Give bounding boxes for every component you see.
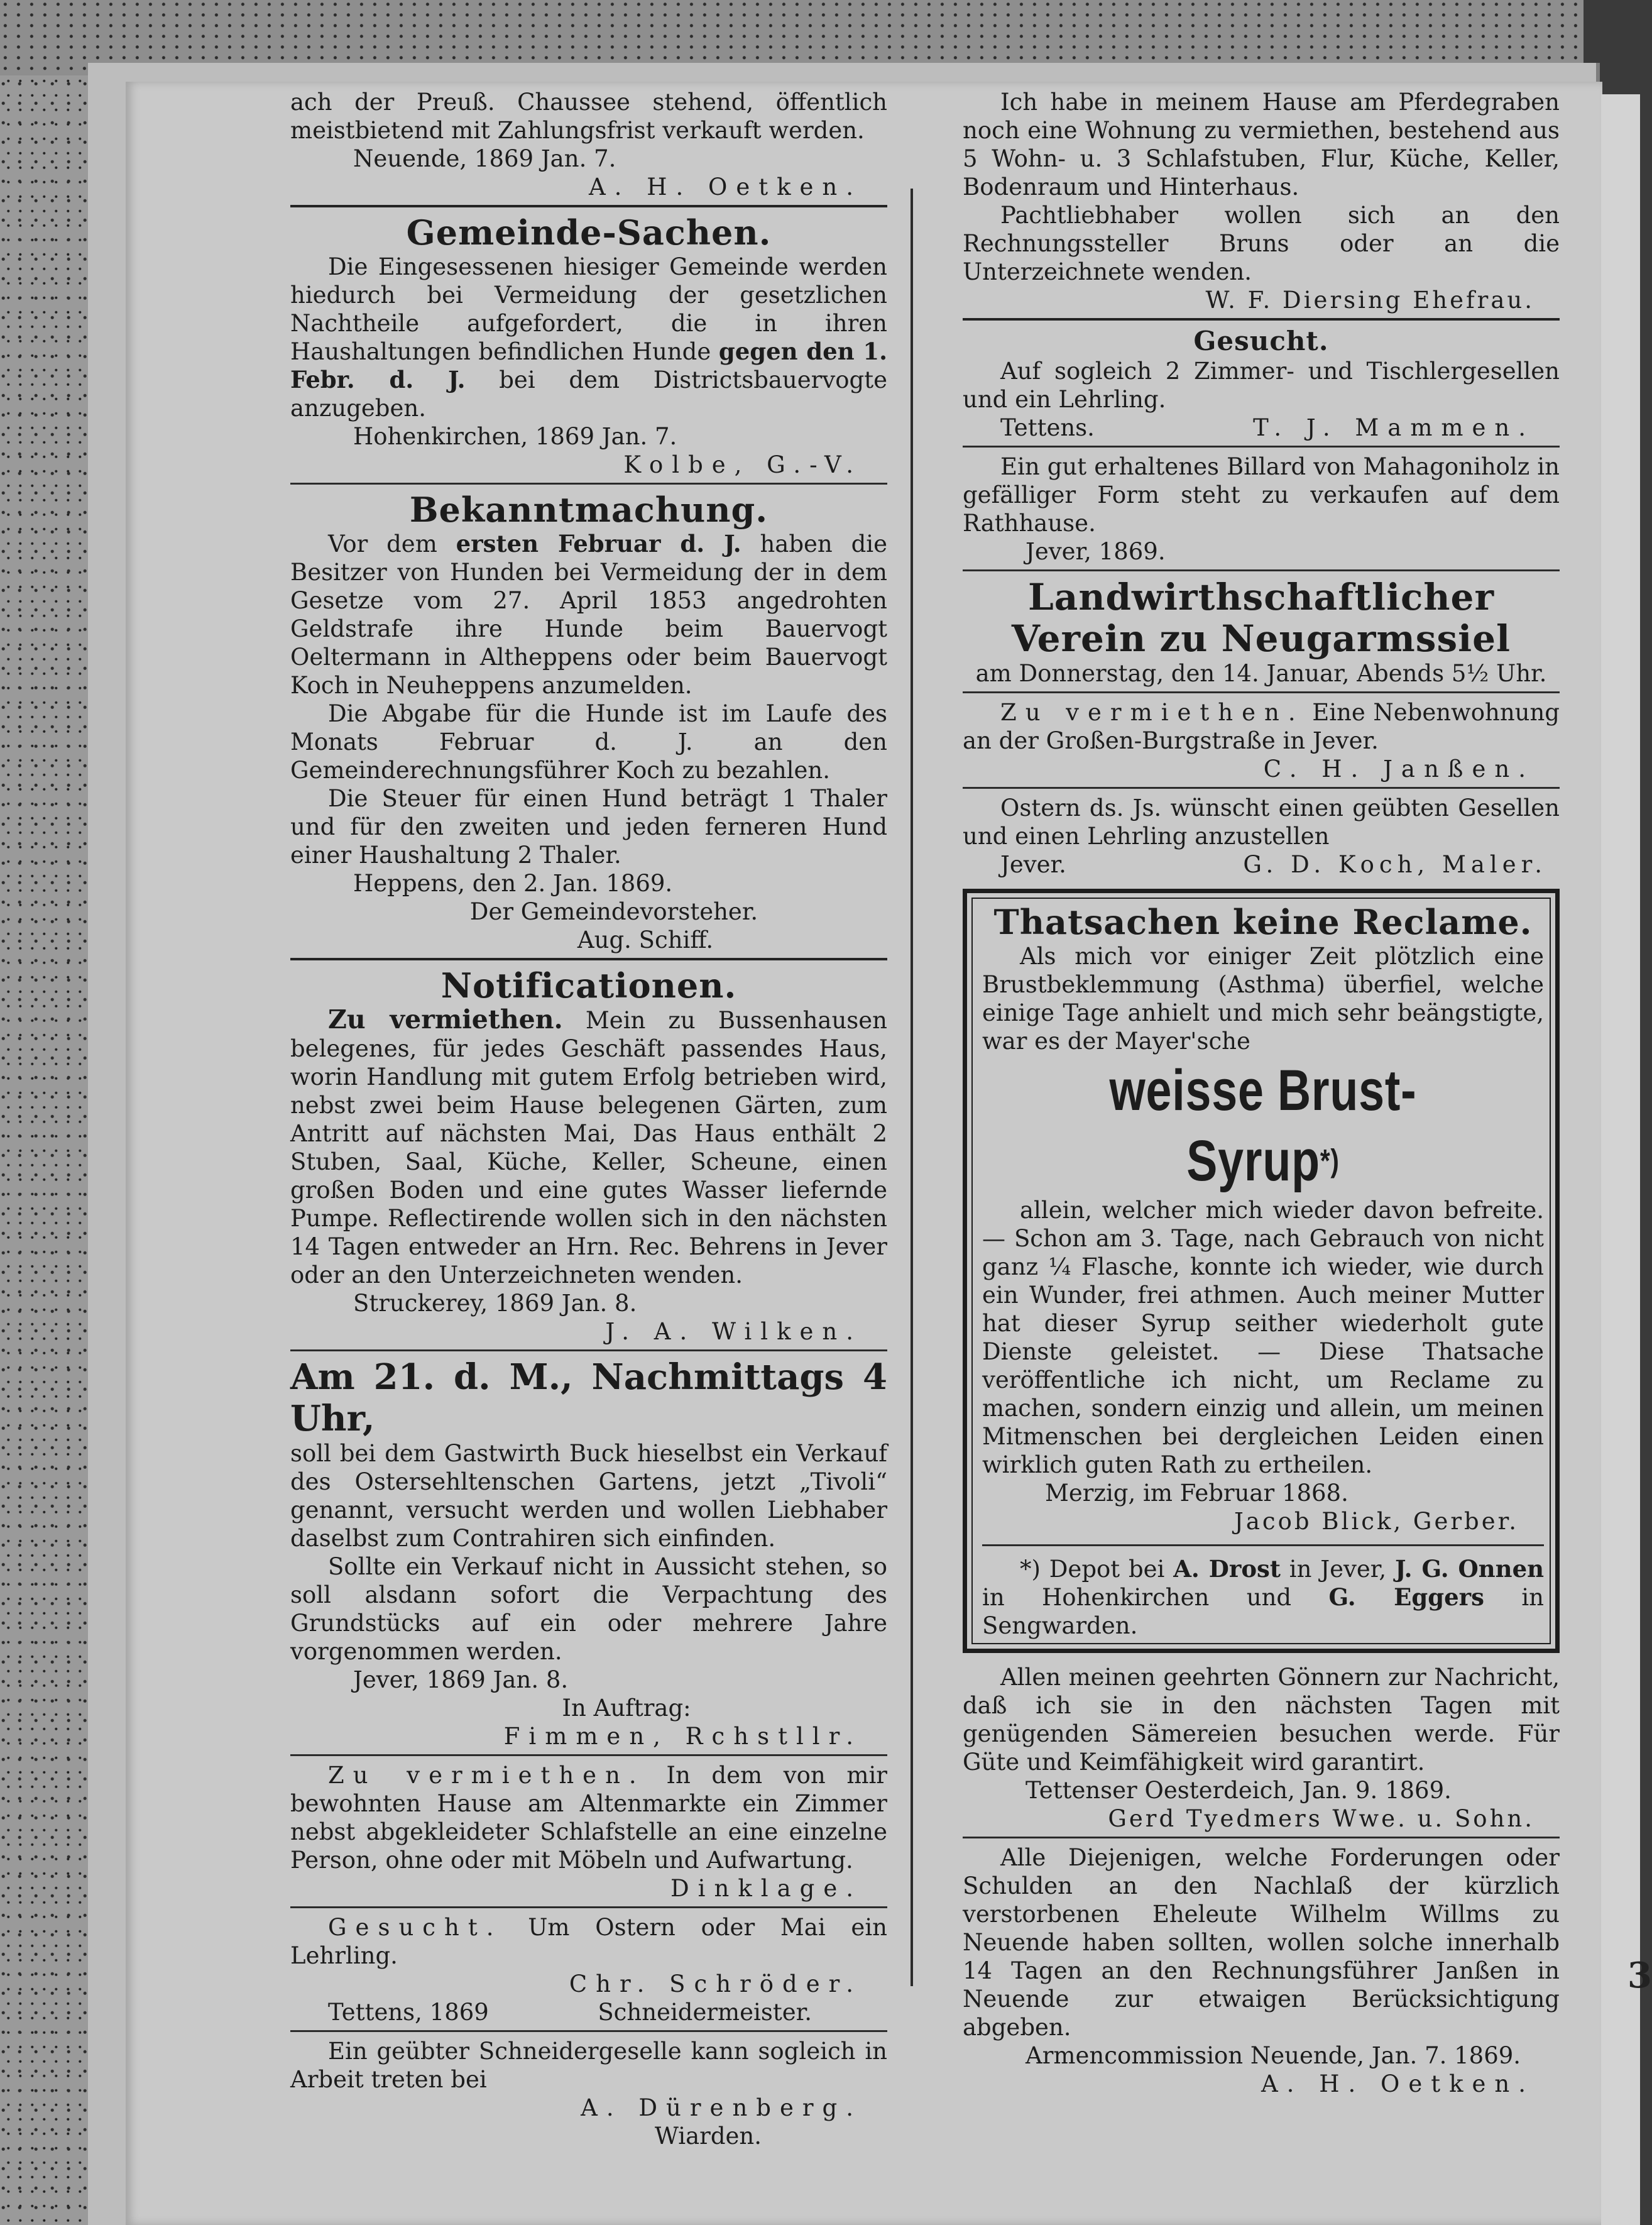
ad-date: Jever, 1869. xyxy=(1026,538,1166,565)
section-rule xyxy=(963,446,1560,448)
ad-signature: A. Dürenberg. xyxy=(581,2094,862,2121)
ad-lead: Zu vermiethen. xyxy=(1000,699,1305,726)
ad-place-row xyxy=(963,850,1560,879)
section-heading: Landwirthschaftlicher Verein zu Neugarmssiel xyxy=(1011,576,1511,660)
ad-schneidergeselle xyxy=(290,2037,887,2150)
ad-signature: Fimmen, Rchstllr. xyxy=(503,1723,862,1750)
ad-signer-title: Der Gemeindevorsteher. xyxy=(469,898,758,925)
ad-text: Allen meinen geehrten Gönnern zur Nachricht, daß ich sie in den nächsten Tagen mit genügenden Sämereien besuchen werde. Für Güte und Keimfähigkeit wird garantirt. xyxy=(963,1664,1560,1776)
ad-text-part: bei dem Districtsbauervogte anzugeben. xyxy=(290,366,887,422)
ad-text: allein, welcher mich wieder davon befreite. — Schon am 3. Tage, nach Gebrauch von nicht ganz ¼ Flasche, konnte ich wieder, wie durch ein Wunder, frei athmen. Auch meiner Mutter hat dieser Syrup seither wiederholt gute Dienste geleistet. — Diese Thatsache veröffentliche ich nicht, um Reclame zu machen, sondern einzig und allein, um meinen Mitmenschen bei dergleichen Leiden einen wirklich guten Rath zu ertheilen. xyxy=(982,1197,1544,1478)
ad-text xyxy=(963,698,1560,755)
ad-role: Schneidermeister. xyxy=(598,1999,812,2026)
section-heading: Thatsachen keine Reclame. xyxy=(993,902,1533,942)
box-rule xyxy=(982,1544,1544,1546)
ad-date: Struckerey, 1869 Jan. 8. xyxy=(353,1290,637,1317)
next-page-strip xyxy=(1601,94,1640,2225)
section-rule xyxy=(290,958,887,960)
footnote-part: *) Depot bei xyxy=(1020,1556,1165,1583)
section-rule xyxy=(963,787,1560,789)
footnote-bold: J. G. Onnen xyxy=(1395,1555,1545,1583)
ad-zimmer-altenmarkt xyxy=(290,1761,887,1903)
ad-text: ach der Preuß. Chaussee stehend, öffentlich meistbietend mit Zahlungsfrist verkauft werden. xyxy=(290,89,887,144)
ad-armencommission xyxy=(963,1843,1560,2098)
ad-lead: Gesucht. xyxy=(328,1914,503,1941)
ad-date: Jever, 1869 Jan. 8. xyxy=(353,1666,569,1693)
footnote-bold: G. Eggers xyxy=(1328,1583,1484,1611)
footnote-part: in Hohenkirchen und xyxy=(982,1584,1292,1611)
product-name-text: weisse Brust-Syrup xyxy=(1109,1058,1417,1193)
section-heading: Notificationen. xyxy=(440,965,737,1006)
ad-signature: Kolbe, G.-V. xyxy=(623,451,862,478)
section-rule xyxy=(963,318,1560,321)
section-rule xyxy=(963,1837,1560,1838)
ad-nebenwohnung xyxy=(963,698,1560,783)
section-rule xyxy=(290,2030,887,2032)
ad-text-part: Um Ostern oder Mai ein Lehrling. xyxy=(290,1914,887,1969)
ad-text: Pachtliebhaber wollen sich an den Rechnungssteller Bruns oder an die Unterzeichnete wenden. xyxy=(963,202,1560,285)
ad-lead: Am 21. d. M., Nachmittags 4 Uhr, xyxy=(290,1356,887,1439)
ad-date: Tettenser Oesterdeich, Jan. 9. 1869. xyxy=(1026,1777,1452,1804)
ad-text: Sollte ein Verkauf nicht in Aussicht stehen, so soll alsdann sofort die Verpachtung des Grundstücks auf ein oder mehrere Jahre vorgenommen werden. xyxy=(290,1553,887,1665)
ad-footnote xyxy=(982,1555,1544,1640)
footnote-part: in Sengwarden. xyxy=(982,1584,1544,1639)
ad-signature: W. F. Diersing Ehefrau. xyxy=(1205,287,1534,314)
section-rule xyxy=(290,483,887,485)
ad-text xyxy=(290,530,887,700)
ad-date: Heppens, den 2. Jan. 1869. xyxy=(353,870,673,897)
ad-auction-tail xyxy=(290,88,887,201)
ad-text-part: In dem von mir bewohnten Hause am Altenmarkte ein Zimmer nebst abgekleideter Schlafstelle an eine einzelne Person, ohne oder mit Möbeln und Aufwartung. xyxy=(290,1762,887,1874)
ad-saemereien xyxy=(963,1663,1560,1833)
ad-date: Neuende, 1869 Jan. 7. xyxy=(353,145,616,172)
ad-place-row xyxy=(963,414,1560,442)
section-rule xyxy=(290,1754,887,1756)
ad-text-part: Eine Nebenwohnung an der Großen-Burgstraße in Jever. xyxy=(963,699,1560,754)
ad-text: am Donnerstag, den 14. Januar, Abends 5½ Uhr. xyxy=(975,660,1547,687)
ad-bekanntmachung xyxy=(290,490,887,954)
ad-signature: A. H. Oetken. xyxy=(1261,2070,1534,2097)
ad-signature: C. H. Janßen. xyxy=(1263,755,1534,783)
ad-gemeinde-sachen xyxy=(290,212,887,479)
section-rule xyxy=(290,1906,887,1908)
ad-date: Hohenkirchen, 1869 Jan. 7. xyxy=(353,423,677,450)
ad-text: Ich habe in meinem Hause am Pferdegraben noch eine Wohnung zu vermiethen, bestehend aus 5 Wohn- u. 3 Schlafstuben, Flur, Küche, Keller, Bodenraum und Hinterhaus. xyxy=(963,89,1560,201)
ad-text-part: Mein zu Bussenhausen belegenes, für jedes Geschäft passendes Haus, worin Handlung mit gutem Erfolg betrieben wird, nebst zwei beim Hause belegenen Gärten, zum Antritt auf nächsten Mai, Das Haus enthält 2 Stuben, Saal, Küche, Keller, Scheune, einen großen Boden und eine gutes Wasser liefernde Pumpe. Reflectirende wollen sich in den nächsten 14 Tagen entweder an Hrn. Rec. Behrens in Jever oder an den Unterzeichneten wenden. xyxy=(290,1007,887,1288)
ad-place: Wiarden. xyxy=(654,2123,762,2150)
ad-signature: Dinklage. xyxy=(670,1875,862,1902)
ad-signature: J. A. Wilken. xyxy=(605,1318,862,1345)
ad-place: Tettens, 1869 xyxy=(328,1999,489,2026)
footnote-part: in Jever, xyxy=(1289,1556,1387,1583)
ad-text: Ein gut erhaltenes Billard von Mahagoniholz in gefälliger Form steht zu verkaufen auf dem Rathhause. xyxy=(963,453,1560,537)
ad-text: soll bei dem Gastwirth Buck hieselbst ein Verkauf des Ostersehltenschen Gartens, jetzt „Tivoli“ genannt, versucht werden und wollen Liebhaber daselbst zum Contrahiren sich einfinden. xyxy=(290,1440,887,1552)
product-footnote-mark: *) xyxy=(1320,1143,1340,1178)
ad-text: Alle Diejenigen, welche Forderungen oder Schulden an den Nachlaß der kürzlich verstorbenen Eheleute Wilhelm Willms zu Neuende haben sollten, wollen solche innerhalb 14 Tagen an den Rechnungsführer Janßen in Neuende zur etwaigen Berücksichtigung abgeben. xyxy=(963,1844,1560,2041)
ad-text: Ein geübter Schneidergeselle kann sogleich in Arbeit treten bei xyxy=(290,2038,887,2093)
ad-auftrag: In Auftrag: xyxy=(562,1695,691,1722)
ad-text-bold: gegen den 1. Febr. d. J. xyxy=(290,338,887,393)
ad-lead: Zu vermiethen. xyxy=(328,1762,645,1789)
ad-date: Merzig, im Februar 1868. xyxy=(1045,1480,1348,1507)
ad-wohnung-pferdegraben xyxy=(963,88,1560,314)
ad-signature: Aug. Schiff. xyxy=(577,926,714,953)
left-column xyxy=(290,88,887,2150)
section-rule xyxy=(963,569,1560,571)
ad-text-part: Die Eingesessenen hiesiger Gemeinde werden hiedurch bei Vermeidung der gesetzlichen Nachtheile aufgefordert, die in ihren Haushaltungen befindlichen Hunde xyxy=(290,253,887,365)
ad-text-bold: ersten Februar d. J. xyxy=(456,530,741,558)
ad-text xyxy=(290,1006,887,1289)
section-rule xyxy=(290,1349,887,1351)
section-rule xyxy=(963,691,1560,693)
ad-tivoli-auction xyxy=(290,1356,887,1750)
section-rule xyxy=(290,205,887,207)
ad-landwirthschaftlicher-verein xyxy=(963,576,1560,688)
ad-billard xyxy=(963,453,1560,566)
section-heading: Gesucht. xyxy=(1193,326,1329,356)
ad-signature: G. D. Koch, Maler. xyxy=(1243,851,1547,878)
ad-signature: Jacob Blick, Gerber. xyxy=(1234,1508,1519,1535)
ad-signature: T. J. Mammen. xyxy=(1253,414,1534,441)
ad-place: Jever. xyxy=(1000,851,1066,878)
ad-text: Als mich vor einiger Zeit plötzlich eine Brustbeklemmung (Asthma) überfiel, welche einige Tage anhielt und mich sehr beängstigte, war es der Mayer'sche xyxy=(982,943,1544,1055)
ad-place-row xyxy=(290,1998,887,2026)
ad-signature: Chr. Schröder. xyxy=(569,1970,862,1997)
ad-text xyxy=(290,1761,887,1874)
ad-text-part: Vor dem xyxy=(328,530,437,558)
ad-lead: Zu vermiethen. xyxy=(328,1004,563,1035)
column-divider xyxy=(911,189,913,1986)
product-name xyxy=(1038,1055,1487,1196)
ad-text-part: haben die Besitzer von Hunden bei Vermeidung der in dem Gesetze vom 27. April 1853 angedrohten Geldstrafe ihre Hunde beim Bauervogt Oeltermann in Altheppens oder beim Bauervogt Koch in Neuheppens anzumelden. xyxy=(290,530,887,699)
ad-text: Die Steuer für einen Hund beträgt 1 Thaler und für den zweiten und jeden ferneren Hund einer Haushaltung 2 Thaler. xyxy=(290,785,887,869)
ad-text: Die Abgabe für die Hunde ist im Laufe des Monats Februar d. J. an den Gemeinderechnungsführer Koch zu bezahlen. xyxy=(290,700,887,784)
ad-maler-koch xyxy=(963,794,1560,879)
ad-notificationen xyxy=(290,965,887,1346)
ad-brust-syrup-box xyxy=(963,889,1560,1653)
right-column xyxy=(963,88,1560,2098)
footnote-bold: A. Drost xyxy=(1173,1555,1281,1583)
ad-signature: A. H. Oetken. xyxy=(588,173,862,201)
ad-text xyxy=(290,1913,887,1970)
ad-date: Armencommission Neuende, Jan. 7. 1869. xyxy=(1026,2042,1521,2069)
next-page-number: 3 xyxy=(1627,1955,1652,1996)
ad-place: Tettens. xyxy=(1000,414,1095,441)
ad-lehrling-schroeder xyxy=(290,1913,887,2026)
section-heading: Bekanntmachung. xyxy=(409,490,769,530)
section-heading: Gemeinde-Sachen. xyxy=(406,212,772,253)
ad-signature: Gerd Tyedmers Wwe. u. Sohn. xyxy=(1108,1805,1534,1832)
ad-text: Auf sogleich 2 Zimmer- und Tischlergesellen und ein Lehrling. xyxy=(963,358,1560,413)
ad-text: Ostern ds. Js. wünscht einen geübten Gesellen und einen Lehrling anzustellen xyxy=(963,794,1560,850)
ad-gesucht-mammen xyxy=(963,326,1560,442)
ad-text xyxy=(290,253,887,422)
